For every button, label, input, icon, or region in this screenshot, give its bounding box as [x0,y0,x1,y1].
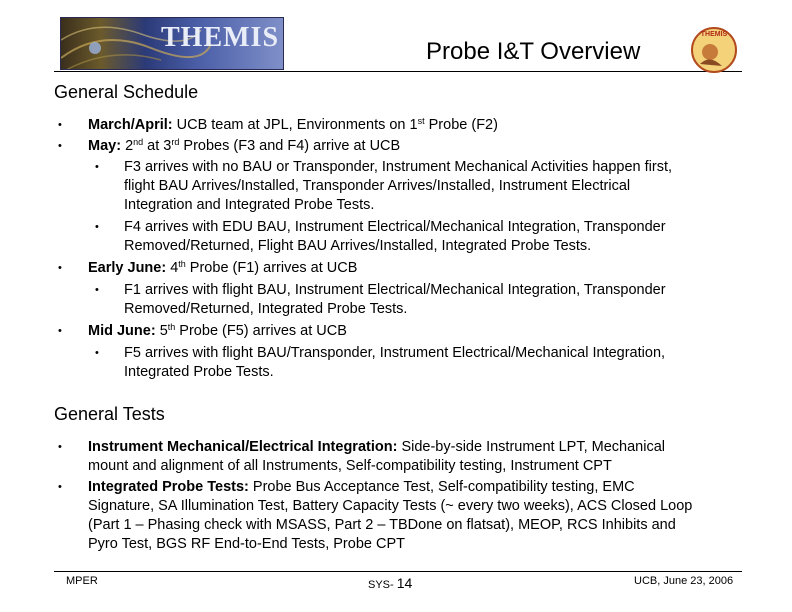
schedule-subitem: • F4 arrives with EDU BAU, Instrument Electrical/Mechanical Integration, Transponder Removed/Returned, Flight BAU Arrives/Installed, Integrated Probe Tests. [95,219,666,254]
item-label: Integrated Probe Tests: [88,479,249,495]
item-label: Instrument Mechanical/Electrical Integration: [88,439,398,455]
bullet: • [58,481,62,493]
item-label: May: [88,138,122,154]
sub-bullet: • [95,284,99,296]
footer-page: SYS- 14 [368,575,413,591]
footer-left: MPER [66,575,98,587]
mascot-label: THEMIS [700,31,728,38]
schedule-item: • March/April: UCB team at JPL, Environments on 1st Probe (F2) [58,116,498,133]
themis-logo [60,17,284,70]
bullet: • [58,119,62,131]
schedule-list [54,116,764,382]
schedule-item: • May: 2nd at 3rd Probes (F3 and F4) arrive at UCB [58,137,401,154]
sub-bullet: • [95,161,99,173]
title-divider [54,71,742,72]
sub-bullet: • [95,221,99,233]
schedule-subitem: • F5 arrives with flight BAU/Transponder, Instrument Electrical/Mechanical Integration, Integrated Probe Tests. [95,345,666,380]
themis-mascot-logo [686,24,742,74]
schedule-heading: General Schedule [54,82,199,102]
sub-bullet: • [95,347,99,359]
slide-title: Probe I&T Overview [426,38,641,65]
schedule-item: • Early June: 4th Probe (F1) arrives at UCB [58,259,358,276]
schedule-subitem: • F1 arrives with flight BAU, Instrument Electrical/Mechanical Integration, Transponder Removed/Returned, Integrated Probe Tests. [95,282,666,317]
item-label: Early June: [88,260,167,276]
schedule-item: • Mid June: 5th Probe (F5) arrives at UCB [58,322,347,339]
tests-item: • Instrument Mechanical/Electrical Integration: Side-by-side Instrument LPT, Mechanical mount and alignment of all Instruments, Self-compatibility testing, Instrument CPT [58,439,665,474]
tests-heading: General Tests [54,404,165,424]
tests-item: • Integrated Probe Tests: Probe Bus Acceptance Test, Self-compatibility testing, EMC Signature, SA Illumination Test, Battery Capacity Tests (~ every two weeks), ACS Closed Loop (Part 1 – Phasing check with MSASS, Part 2 – TBDone on flatsat), MEOP, RCS Inhibits and Pyro Test, BGS RF End-to-End Tests, Probe CPT [58,479,693,552]
item-label: March/April: [88,117,173,133]
bullet: • [58,140,62,152]
footer-divider [54,571,742,572]
schedule-subitem: • F3 arrives with no BAU or Transponder, Instrument Mechanical Activities happen first, flight BAU Arrives/Installed, Transponder Arrives/Installed, Instrument Electrical Integration and Integrated Probe Tests. [95,159,673,213]
bullet: • [58,262,62,274]
item-label: Mid June: [88,323,156,339]
logo-wordmark: THEMIS [161,22,280,53]
bullet: • [58,325,62,337]
footer-date: UCB, June 23, 2006 [634,575,734,587]
bullet: • [58,441,62,453]
tests-list [54,438,774,554]
